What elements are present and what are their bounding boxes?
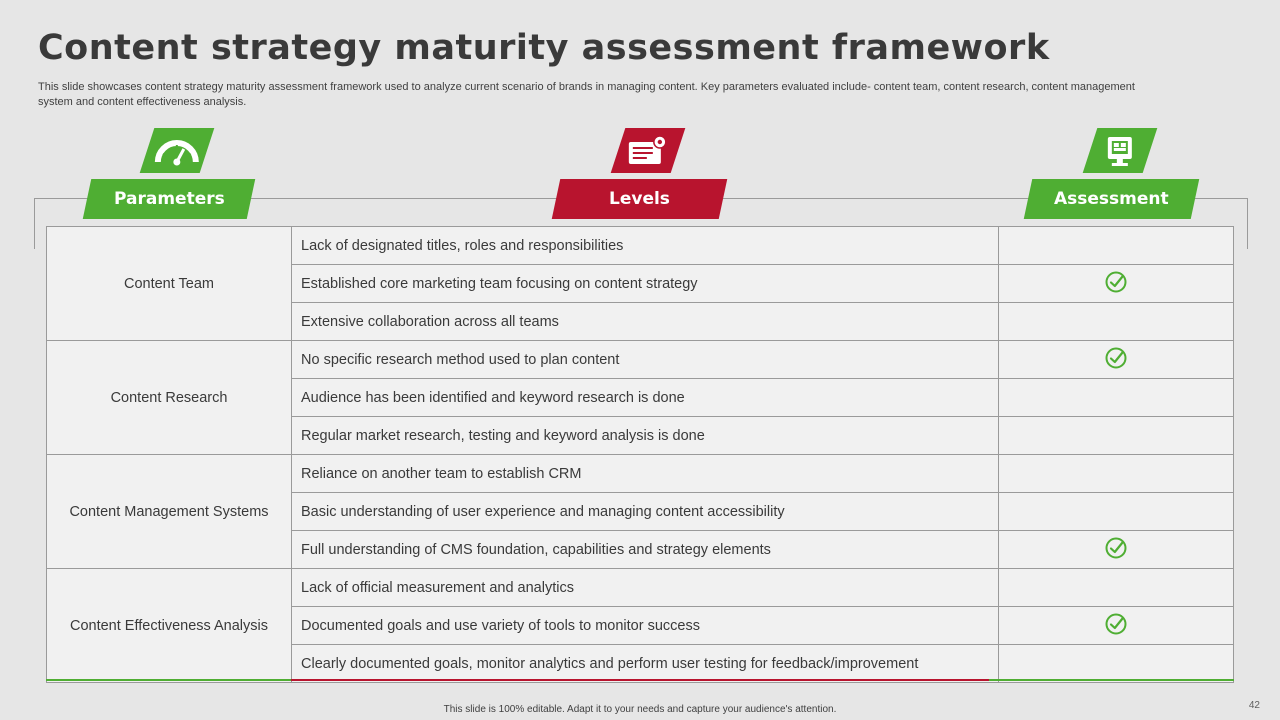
computer-monitor-icon [1105, 135, 1135, 167]
assessment-cell [999, 531, 1234, 569]
parameter-cell: Content Team [47, 227, 292, 341]
assessment-cell [999, 455, 1234, 493]
settings-list-icon [627, 134, 669, 168]
assessment-cell [999, 645, 1234, 683]
table-row [47, 227, 1234, 265]
parameter-cell: Content Management Systems [47, 455, 292, 569]
table-row [47, 341, 1234, 379]
page-subtitle: This slide showcases content strategy maturity assessment framework used to analyze current scenario of brands in managing content. Key parameters evaluated include- content team, content research, content management system and content effectiveness analysis. [38, 81, 1135, 108]
table-row [47, 569, 1234, 607]
page-number: 42 [1248, 700, 1260, 711]
level-cell: Regular market research, testing and keyword analysis is done [292, 417, 999, 455]
page-title: Content strategy maturity assessment framework [38, 28, 1050, 68]
levels-icon-tile [611, 128, 686, 173]
assessment-cell [999, 341, 1234, 379]
table-row [47, 455, 1234, 493]
check-circle-icon [1104, 612, 1128, 640]
parameter-cell: Content Research [47, 341, 292, 455]
level-cell: Extensive collaboration across all teams [292, 303, 999, 341]
level-cell: No specific research method used to plan content [292, 341, 999, 379]
framework-table [46, 226, 1234, 683]
footer-note: This slide is 100% editable. Adapt it to your needs and capture your audience's attention. [443, 704, 837, 715]
assessment-bottom-line [989, 679, 1234, 681]
check-circle-icon [1104, 536, 1128, 564]
assessment-cell [999, 607, 1234, 645]
assessment-cell [999, 417, 1234, 455]
speedometer-icon [154, 136, 200, 166]
level-cell: Documented goals and use variety of tools to monitor success [292, 607, 999, 645]
parameter-cell: Content Effectiveness Analysis [47, 569, 292, 683]
assessment-cell [999, 265, 1234, 303]
level-cell: Basic understanding of user experience and managing content accessibility [292, 493, 999, 531]
levels-header [552, 179, 728, 219]
assessment-header-label: Assessment [1054, 189, 1169, 209]
levels-bottom-line [291, 679, 989, 681]
level-cell: Established core marketing team focusing on content strategy [292, 265, 999, 303]
parameters-bottom-line [46, 679, 291, 681]
assessment-cell [999, 379, 1234, 417]
parameters-header [83, 179, 256, 219]
level-cell: Full understanding of CMS foundation, capabilities and strategy elements [292, 531, 999, 569]
assessment-cell [999, 303, 1234, 341]
level-cell: Reliance on another team to establish CRM [292, 455, 999, 493]
assessment-header [1024, 179, 1200, 219]
check-circle-icon [1104, 270, 1128, 298]
assessment-cell [999, 569, 1234, 607]
level-cell: Lack of official measurement and analytics [292, 569, 999, 607]
assessment-cell [999, 227, 1234, 265]
check-circle-icon [1104, 346, 1128, 374]
parameters-header-label: Parameters [113, 189, 225, 209]
levels-header-label: Levels [609, 189, 670, 209]
assessment-cell [999, 493, 1234, 531]
level-cell: Clearly documented goals, monitor analytics and perform user testing for feedback/improvement [292, 645, 999, 683]
parameters-icon-tile [140, 128, 215, 173]
level-cell: Audience has been identified and keyword research is done [292, 379, 999, 417]
level-cell: Lack of designated titles, roles and responsibilities [292, 227, 999, 265]
assessment-icon-tile [1083, 128, 1158, 173]
